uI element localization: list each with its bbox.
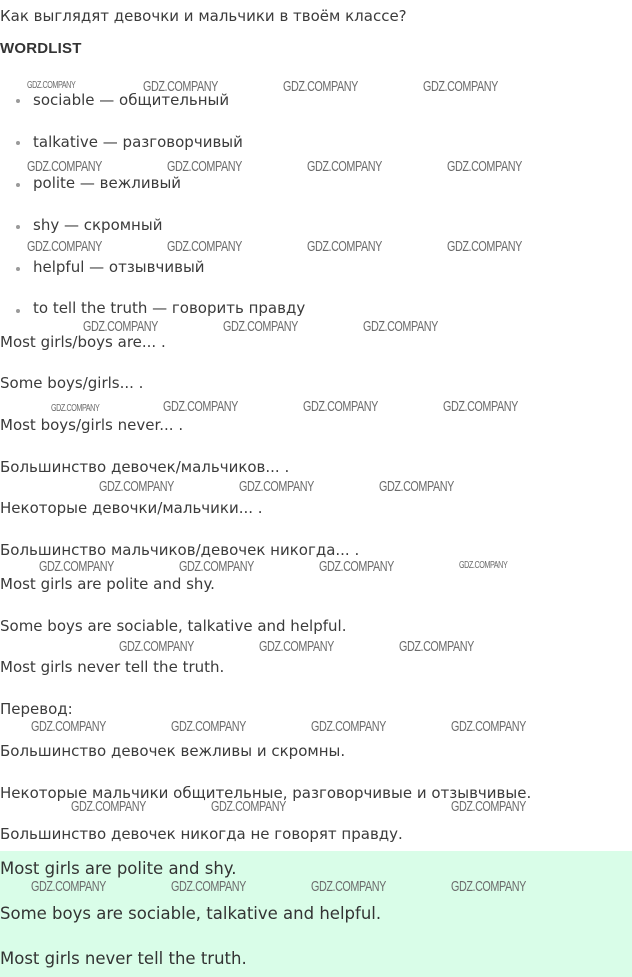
watermark: GDZ.COMPANY (379, 478, 454, 495)
watermark: GDZ.COMPANY (311, 878, 386, 895)
bullet-icon (16, 309, 20, 313)
watermark: GDZ.COMPANY (71, 798, 146, 815)
answer-line: Some boys are sociable, talkative and helpful. (0, 904, 382, 923)
watermark: GDZ.COMPANY (27, 80, 76, 91)
watermark: GDZ.COMPANY (459, 560, 508, 571)
watermark: GDZ.COMPANY (363, 318, 438, 335)
watermark: GDZ.COMPANY (423, 78, 498, 95)
watermark: GDZ.COMPANY (451, 798, 526, 815)
template-en: Most boys/girls never... . (0, 416, 184, 434)
watermark: GDZ.COMPANY (31, 718, 106, 735)
watermark: GDZ.COMPANY (311, 718, 386, 735)
wordlist-item: to tell the truth — говорить правду (33, 299, 306, 317)
watermark: GDZ.COMPANY (447, 238, 522, 255)
bullet-icon (16, 183, 20, 187)
watermark: GDZ.COMPANY (99, 478, 174, 495)
watermark: GDZ.COMPANY (51, 403, 100, 414)
watermark: GDZ.COMPANY (303, 398, 378, 415)
watermark: GDZ.COMPANY (451, 878, 526, 895)
example-ru: Большинство девочек вежливы и скромны. (0, 742, 346, 760)
watermark: GDZ.COMPANY (163, 398, 238, 415)
template-en: Some boys/girls... . (0, 374, 144, 392)
watermark: GDZ.COMPANY (39, 558, 114, 575)
example-ru: Большинство девочек никогда не говорят правду. (0, 825, 403, 843)
wordlist-item: shy — скромный (33, 216, 163, 234)
answer-line: Most girls never tell the truth. (0, 949, 247, 968)
watermark: GDZ.COMPANY (31, 878, 106, 895)
bullet-icon (16, 267, 20, 271)
watermark: GDZ.COMPANY (307, 158, 382, 175)
watermark: GDZ.COMPANY (451, 718, 526, 735)
wordlist-item: helpful — отзывчивый (33, 258, 205, 276)
watermark: GDZ.COMPANY (119, 638, 194, 655)
watermark: GDZ.COMPANY (319, 558, 394, 575)
question-text: Как выглядят девочки и мальчики в твоём классе? (0, 7, 407, 25)
example-ru: Некоторые мальчики общительные, разговорчивые и отзывчивые. (0, 784, 532, 802)
watermark: GDZ.COMPANY (399, 638, 474, 655)
watermark: GDZ.COMPANY (83, 318, 158, 335)
bullet-icon (16, 225, 20, 229)
wordlist-item: polite — вежливый (33, 174, 182, 192)
watermark: GDZ.COMPANY (211, 798, 286, 815)
watermark: GDZ.COMPANY (223, 318, 298, 335)
example-en: Some boys are sociable, talkative and helpful. (0, 617, 347, 635)
wordlist-item: talkative — разговорчивый (33, 133, 243, 151)
template-en: Most girls/boys are... . (0, 333, 166, 351)
example-en: Most girls never tell the truth. (0, 658, 225, 676)
bullet-icon (16, 141, 20, 145)
translation-label: Перевод: (0, 700, 73, 718)
watermark: GDZ.COMPANY (171, 718, 246, 735)
answer-line: Most girls are polite and shy. (0, 859, 237, 878)
template-ru: Большинство мальчиков/девочек никогда... . (0, 541, 360, 559)
watermark: GDZ.COMPANY (443, 398, 518, 415)
watermark: GDZ.COMPANY (239, 478, 314, 495)
watermark: GDZ.COMPANY (307, 238, 382, 255)
watermark: GDZ.COMPANY (143, 78, 218, 95)
template-ru: Большинство девочек/мальчиков... . (0, 458, 290, 476)
bullet-icon (16, 99, 20, 103)
watermark: GDZ.COMPANY (167, 158, 242, 175)
watermark: GDZ.COMPANY (171, 878, 246, 895)
watermark: GDZ.COMPANY (167, 238, 242, 255)
watermark: GDZ.COMPANY (27, 238, 102, 255)
wordlist-heading: WORDLIST (0, 40, 82, 57)
watermark: GDZ.COMPANY (27, 158, 102, 175)
watermark: GDZ.COMPANY (259, 638, 334, 655)
example-en: Most girls are polite and shy. (0, 575, 215, 593)
template-ru: Некоторые девочки/мальчики... . (0, 499, 263, 517)
wordlist-item: sociable — общительный (33, 91, 230, 109)
watermark: GDZ.COMPANY (179, 558, 254, 575)
watermark: GDZ.COMPANY (283, 78, 358, 95)
watermark: GDZ.COMPANY (447, 158, 522, 175)
